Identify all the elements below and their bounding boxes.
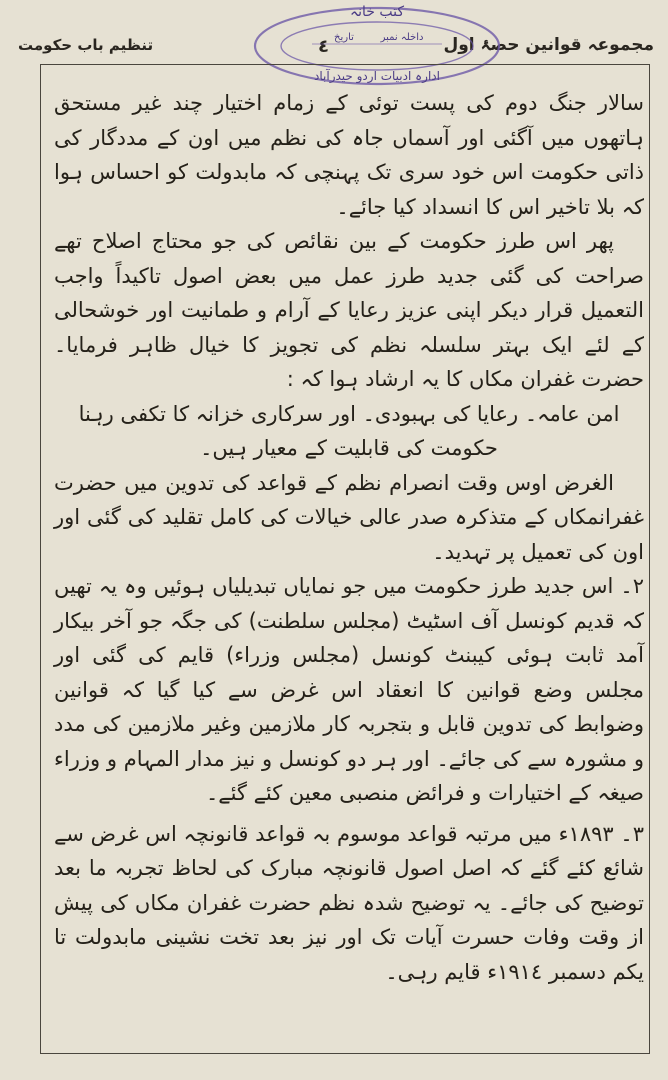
stamp-inner-text: داخلہ نمبر bbox=[380, 32, 424, 43]
quotation: امن عامہ۔ رعایا کی بہبودی۔ اور سرکاری خزانہ کا تکفی رہنا حکومت کی قابلیت کے معیار ہیں۔ bbox=[78, 401, 620, 460]
paragraph-section-2: ٢۔ اس جدید طرز حکومت میں جو نمایاں تبدیلیاں ہوئیں وہ یہ تھیں کہ قدیم کونسل آف اسٹیٹ (مجلس سلطنت) کی جگہ جو آخر بیکار آمد ثابت ہوئی کیبنٹ کونسل (مجلس وزراء) قایم کی گئی اور مجلس وضع قوانین کا انعقاد اس غرض سے کیا گیا کہ قوانین وضوابط کی تدوین قابل و بتجربہ کار ملازمین وغیر ملازمین کی مدد و مشورہ سے کی جائے۔ اور ہر دو کونسل و نیز مدار المہام و وزراء صیغہ کے اختیارات و فرائض منصبی معین کئے گئے۔ bbox=[54, 574, 644, 805]
section-title: تنظیم باب حکومت bbox=[18, 36, 154, 54]
paragraph-1: سالار جنگ دوم کی پست توئی کے زمام اختیار چند غیر مستحق ہاتھوں میں آگئی اور آسماں جاہ کی نظم میں اون کے مددگار کی ذاتی حکومت اس خود سری تک پہنچی کہ مابدولت کو احساس ہوا کہ بلا تاخیر اس کا انسداد کیا جائے۔ bbox=[54, 91, 644, 219]
page-header bbox=[0, 0, 668, 83]
stamp-top-text: کتب خانہ bbox=[349, 4, 405, 20]
page-number: ٤ bbox=[318, 36, 329, 57]
paragraph-section-3: ٣۔ ١٨٩٣ء میں مرتبہ قواعد موسوم بہ قواعد قانونچہ اس غرض سے شائع کئے گئے کہ اصل اصول قانونچہ مبارک کی لحاظ تجربہ ما بعد توضیح کی جائے۔ یہ توضیح شدہ نظم حضرت غفران مکاں کی پیش از وقت وفات حسرت آیات تک اور نیز بعد تخت نشینی مابدولت تا یکم دسمبر ١٩١٤ء قایم رہی۔ bbox=[54, 821, 644, 984]
book-title: مجموعہ قوانین حصۂ اول bbox=[443, 35, 654, 55]
paragraph-3: الغرض اوس وقت انصرام نظم کے قواعد کی تدوین میں حضرت غفرانمکاں کے متذکرہ صدر عالی خیالات کی کامل تقلید کی گئی اور اون کی تعمیل پر تہدید۔ bbox=[54, 470, 644, 564]
document-body bbox=[54, 86, 644, 1036]
stamp-date-label: تاریخ bbox=[334, 32, 354, 43]
stamp-ring-text: ادارہ ادبیات اردو حیدرآباد bbox=[314, 69, 440, 83]
paragraph-2: پھر اس طرز حکومت کے بین نقائص کی جو محتاج اصلاح تھے صراحت کی گئی جدید طرز عمل میں بعض اصول تاکیداً واجب التعمیل قرار دیکر اپنی عزیز رعایا کے آرام و طمانیت اور خوشحالی کے لئے ایک بہتر سلسلہ نظم کی تجویز کا خیال ظاہر فرمایا۔ حضرت غفران مکاں کا یہ ارشاد ہوا کہ : bbox=[54, 229, 644, 391]
